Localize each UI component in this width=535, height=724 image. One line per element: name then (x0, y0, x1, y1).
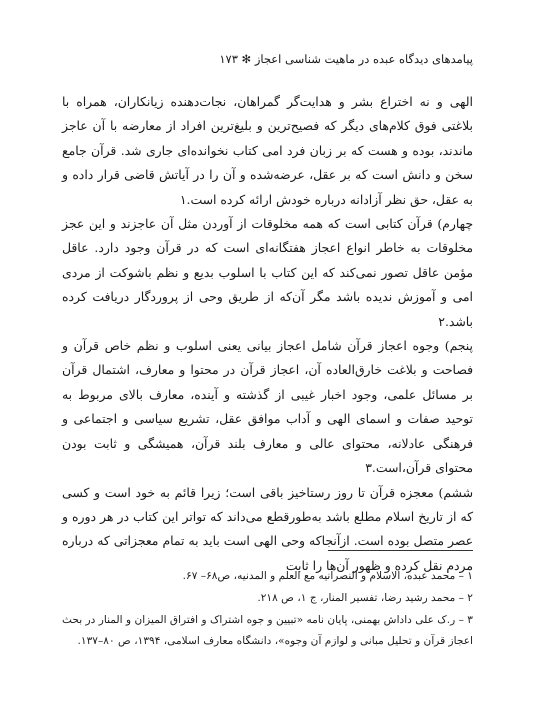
main-text (62, 90, 473, 578)
footnote-1: ۱ – محمد عبده، الاسلام و النصرانیه مع العلم و المدنیه، ص۶۸– ۶۷. (182, 570, 473, 582)
paragraph-4: ششم) معجزه قرآن تا روز رستاخیز باقی است؛ زیرا قائم به خود است و کسی که از تاریخ اسلام مطلع باشد به‌طورقطع می‌داند که تواتر این کتاب در هر دوره و عصر متصل بوده است. ازآنجاکه وحی الهی است باید به تمام معجزاتی که درباره مردم نقل کرده و ظهور آن‌ها را ثابت (62, 484, 473, 573)
footnote-2: ۲ – محمد رشید رضا، تفسیر المنار، ج ۱، ص ۲۱۸. (257, 592, 473, 604)
paragraph-2: چهارم) قرآن کتابی است که همه مخلوقات از آوردن مثل آن عاجزند و این عجز مخلوقات به خاطر انواع اعجاز هفتگانه‌ای است که در قرآن وجود دارد. عاقل مؤمن عاقل تصور نمی‌کند که این کتاب با اسلوب بدیع و نظم باشوکت از مردی امی و آموزش ندیده باشد مگر آن‌که از طریق وحی از پروردگار دریافت کرده باشد.۲ (62, 216, 473, 329)
paragraph-1: الهی و نه اختراع بشر و هدایت‌گر گمراهان، نجات‌دهنده زیانکاران، همراه با بلاغتی فوق کلام‌های دیگر که فصیح‌ترین و بلیغ‌ترین افراد از معارضه با آن عاجز ماندند، بوده و هست که بر زبان فرد امی کتاب نخوانده‌ای جاری شد. قرآن جامع سخن و دانش است که بر عقل، عرضه‌شده و آن را در آیاتش قاضی قرار داده و به عقل، حق نظر آزادانه درباره خودش ارائه کرده است.۱ (62, 94, 473, 207)
footnote-3: ۳ – ر.ک علی داداش بهمنی، پایان نامه «تبیین و جوه اشتراک و افتراق المیزان و المنار در بحث اعجاز قرآن و تحلیل مبانی و لوازم آن وجوه»، دانشگاه معارف اسلامی، ۱۳۹۴، ص ۸۰–۱۳۷. (62, 614, 473, 647)
footnote-separator (328, 550, 473, 551)
running-header: پیامدهای دیدگاه عبده در ماهیت شناسی اعجاز ✻ ۱۷۳ (219, 52, 473, 66)
paragraph-3: پنجم) وجوه اعجاز قرآن شامل اعجاز بیانی یعنی اسلوب و نظم خاص قرآن و فصاحت و بلاغت خارق‌العاده آن، اعجاز قرآن در محتوا و معارف، اشتمال قرآن بر مسائل علمی، وجود اخبار غیبی از گذشته و آینده، معارف بالای مربوط به توحید صفات و اسمای الهی و آداب موافق عقل، تشریع سیاسی و اجتماعی و فرهنگی عادلانه، محتوای عالی و معارف بلند قرآن، همیشگی و ثابت بودن محتوای قرآن،است.۳ (62, 338, 473, 476)
footnotes (62, 565, 473, 652)
